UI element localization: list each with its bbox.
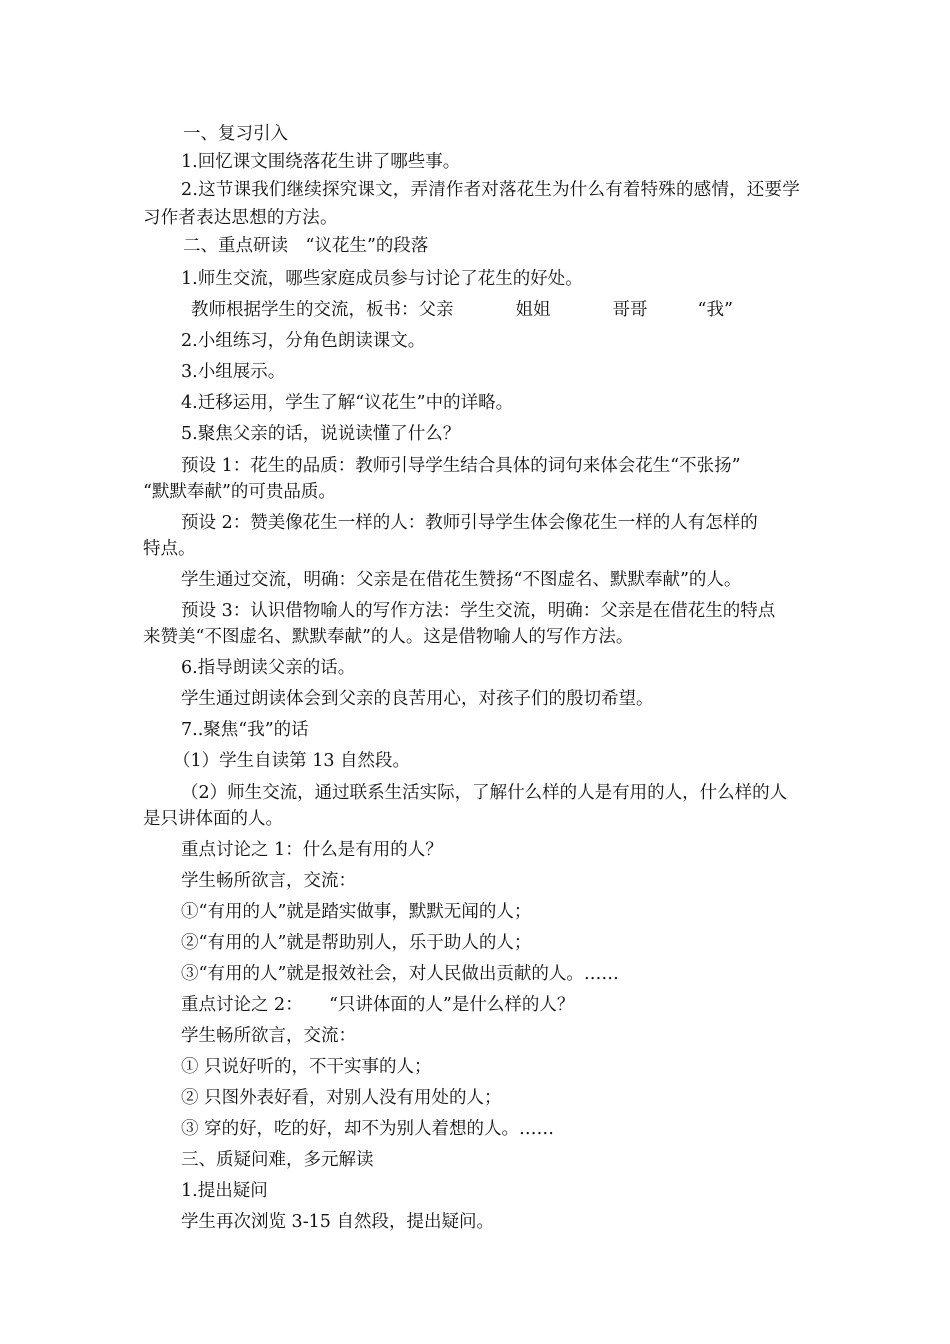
paragraph: 1.提出疑问 — [181, 1181, 268, 1201]
paragraph-continuation: “默默奉献”的可贵品质。 — [143, 482, 336, 502]
paragraph: 学生通过朗读体会到父亲的良苦用心，对孩子们的殷切希望。 — [181, 689, 654, 709]
list-item: ③ 穿的好，吃的好，却不为别人着想的人。…… — [181, 1119, 555, 1139]
paragraph: 2.小组练习，分角色朗读课文。 — [181, 331, 426, 351]
paragraph: 1.师生交流，哪些家庭成员参与讨论了花生的好处。 — [181, 269, 583, 289]
paragraph: 学生通过交流，明确：父亲是在借花生赞扬“不图虚名、默默奉献”的人。 — [181, 570, 742, 590]
paragraph: 预设 1：花生的品质：教师引导学生结合具体的词句来体会花生“不张扬” — [181, 456, 741, 476]
paragraph: （2）师生交流，通过联系生活实际，了解什么样的人是有用的人，什么样的人 — [181, 783, 788, 803]
paragraph-continuation: 是只讲体面的人。 — [143, 809, 283, 829]
list-item: ③“有用的人”就是报效社会，对人民做出贡献的人。…… — [181, 964, 619, 984]
paragraph: 重点讨论之 1：什么是有用的人？ — [181, 840, 443, 860]
list-item: ① 只说好听的，不干实事的人； — [181, 1057, 432, 1077]
paragraph: 学生再次浏览 3-15 自然段，提出疑问。 — [181, 1212, 494, 1232]
paragraph: 5.聚焦父亲的话，说说读懂了什么？ — [181, 424, 461, 444]
list-item: ①“有用的人”就是踏实做事，默默无闻的人； — [181, 902, 532, 922]
blackboard-label: 教师根据学生的交流，板书：父亲 — [191, 300, 454, 320]
paragraph: 重点讨论之 2： “只讲体面的人”是什么样的人？ — [181, 995, 575, 1015]
blackboard-item: 姐姐 — [515, 300, 551, 320]
paragraph: 4.迁移运用，学生了解“议花生”中的详略。 — [181, 393, 514, 413]
list-item: ② 只图外表好看，对别人没有用处的人； — [181, 1088, 502, 1108]
paragraph: 预设 3：认识借物喻人的写作方法：学生交流，明确：父亲是在借花生的特点 — [181, 601, 776, 621]
blackboard-row — [143, 295, 811, 326]
document-page — [143, 120, 811, 1238]
paragraph-continuation: 来赞美“不图虚名、默默奉献”的人。这是借物喻人的写作方法。 — [143, 627, 634, 647]
paragraph: 7..聚焦“我”的话 — [181, 720, 309, 740]
paragraph-continuation: 特点。 — [143, 539, 196, 559]
paragraph: 预设 2：赞美像花生一样的人：教师引导学生体会像花生一样的人有怎样的 — [181, 513, 758, 533]
section-heading: 一、复习引入 — [183, 124, 288, 144]
section-heading: 三、质疑问难，多元解读 — [181, 1150, 374, 1170]
paragraph: （1）学生自读第 13 自然段。 — [173, 751, 411, 771]
paragraph: 3.小组展示。 — [181, 362, 286, 382]
list-item: ②“有用的人”就是帮助别人，乐于助人的人； — [181, 933, 532, 953]
paragraph: 2.这节课我们继续探究课文，弄清作者对落花生为什么有着特殊的感情，还要学习作者表达思想的方法。 — [143, 180, 800, 228]
section-heading: 二、重点研读 “议花生”的段落 — [183, 236, 429, 256]
paragraph: 6.指导朗读父亲的话。 — [181, 658, 356, 678]
blackboard-item: 哥哥 — [612, 300, 648, 320]
paragraph: 学生畅所欲言，交流： — [181, 1026, 356, 1046]
paragraph: 1.回忆课文围绕落花生讲了哪些事。 — [181, 152, 461, 172]
blackboard-item: “我” — [697, 300, 733, 320]
paragraph: 学生畅所欲言，交流： — [181, 871, 356, 891]
